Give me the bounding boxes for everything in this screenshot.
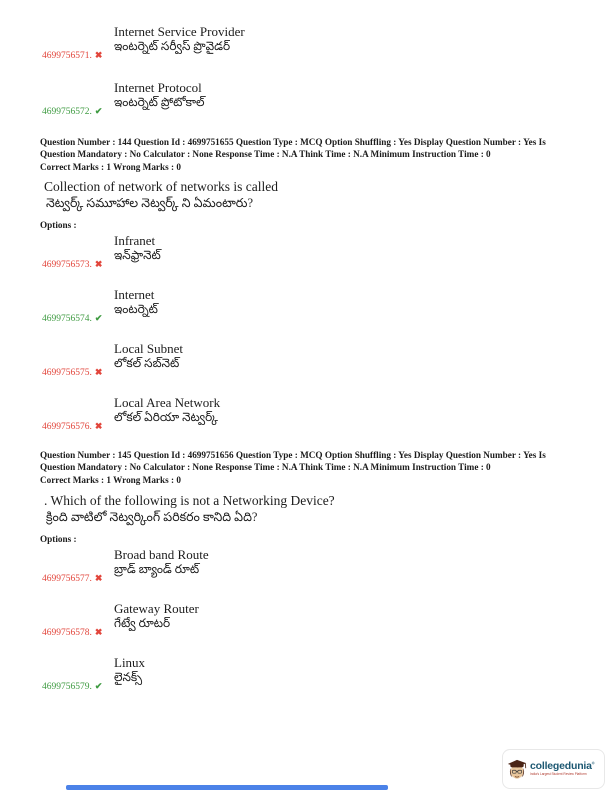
question-meta-line: Question Number : 145 Question Id : 4699751656 Question Type : MCQ Option Shuffling : Yes Display Question Number : Yes Is (40, 450, 546, 461)
option-text (114, 288, 158, 317)
option-id (42, 573, 114, 584)
option-row (42, 395, 612, 433)
option-label-te: ఇన్‌ఫ్రానెట్ (114, 248, 161, 263)
option-text (114, 656, 145, 685)
option-id-number: 4699756573. (42, 260, 92, 271)
question-144-block (0, 137, 612, 433)
wrong-mark-icon: ✖ (94, 50, 103, 60)
options-label: Options : (40, 220, 77, 231)
option-label-te: లైనక్స్ (114, 669, 143, 684)
option-row (42, 80, 612, 117)
option-id-number: 4699756576. (42, 422, 92, 433)
option-id-number: 4699756574. (42, 314, 92, 325)
question-text-te: క్రింది వాటిలో నెట్వర్కింగ్ పరికరం కానిది ఏది? (46, 509, 258, 524)
question-text-te: నెట్వర్క్ సమూహాల నెట్వర్క్ ని ఏమంటారు? (46, 196, 254, 211)
wrong-mark-icon: ✖ (94, 367, 103, 378)
option-id-number: 4699756579. (42, 681, 92, 692)
option-id-number: 4699756577. (42, 573, 92, 584)
option-label-en: Local Subnet (114, 341, 183, 357)
option-row (42, 546, 612, 584)
option-id (42, 313, 114, 324)
option-label-te: లోకల్ ఏరియా నెట్వర్క్ (114, 410, 218, 425)
previous-question-options (0, 0, 612, 117)
question-marks-line: Correct Marks : 1 Wrong Marks : 0 (40, 474, 181, 485)
option-label-te: ఇంటర్నెట్ సర్వీస్ ప్రొవైడర్ (114, 39, 231, 53)
wrong-mark-icon: ✖ (94, 626, 103, 637)
options-label: Options : (40, 533, 77, 544)
option-label-en: Broad band Route (114, 546, 209, 562)
graduate-face-icon (507, 757, 527, 781)
option-id (42, 367, 114, 378)
option-id-number: 4699756572. (42, 107, 92, 117)
question-meta-line: Question Number : 144 Question Id : 4699751655 Question Type : MCQ Option Shuffling : Yes Display Question Number : Yes Is (40, 137, 546, 147)
collegedunia-logo (502, 749, 605, 789)
option-id (42, 106, 114, 117)
question-text-en: Collection of network of networks is called (44, 179, 278, 195)
option-row (42, 600, 612, 638)
correct-mark-icon: ✔ (94, 313, 103, 324)
option-label-te: గేట్వే రూటర్ (114, 615, 171, 630)
option-text (114, 234, 161, 263)
option-id-number: 4699756571. (42, 51, 92, 61)
option-label-en: Linux (114, 654, 146, 670)
option-row (42, 24, 612, 61)
question-marks-line: Correct Marks : 1 Wrong Marks : 0 (40, 161, 181, 172)
option-row (42, 341, 612, 379)
correct-mark-icon: ✔ (94, 106, 103, 116)
option-text (114, 602, 199, 631)
option-label-en: Infranet (114, 233, 156, 249)
wrong-mark-icon: ✖ (94, 572, 103, 583)
option-text (114, 342, 183, 371)
option-text (114, 548, 209, 577)
question-145-block (0, 450, 612, 692)
question-meta-line: Question Mandatory : No Calculator : None Response Time : N.A Think Time : N.A Minimum Instruction Time : 0 (40, 461, 491, 472)
brand-tagline: India's Largest Student Review Platform (530, 772, 587, 777)
option-row (42, 233, 612, 271)
option-id-number: 4699756575. (42, 368, 92, 379)
option-id (42, 627, 114, 638)
registered-mark: ® (591, 760, 595, 766)
question-meta-line: Question Mandatory : No Calculator : None Response Time : N.A Think Time : N.A Minimum Instruction Time : 0 (40, 148, 491, 159)
option-label-te: ఇంటర్నెట్ (114, 302, 158, 317)
option-id (42, 50, 114, 61)
option-text (114, 25, 245, 54)
option-row (42, 654, 612, 692)
option-label-en: Internet Service Provider (114, 24, 245, 39)
brand-name: collegedunia® (530, 760, 595, 773)
question-text-en: . Which of the following is not a Networking Device? (44, 492, 335, 508)
wrong-mark-icon: ✖ (94, 259, 103, 270)
option-id (42, 259, 114, 270)
option-label-te: లోకల్ సబ్‌నెట్ (114, 356, 180, 371)
option-id (42, 421, 114, 432)
wrong-mark-icon: ✖ (94, 421, 103, 432)
option-label-en: Gateway Router (114, 600, 199, 616)
option-id (42, 681, 114, 692)
option-text (114, 396, 220, 425)
option-label-te: ఇంటర్నెట్ ప్రోటోకాల్ (114, 95, 205, 109)
option-id-number: 4699756578. (42, 627, 92, 638)
option-row (42, 287, 612, 325)
option-label-en: Internet Protocol (114, 80, 202, 95)
bottom-blue-bar (66, 785, 388, 790)
option-label-en: Local Area Network (114, 395, 221, 411)
option-label-en: Internet (114, 287, 155, 303)
option-text (114, 81, 205, 110)
correct-mark-icon: ✔ (94, 680, 103, 691)
option-label-te: బ్రాడ్ బ్యాండ్ రూట్ (114, 561, 200, 576)
brand-text (530, 761, 595, 776)
